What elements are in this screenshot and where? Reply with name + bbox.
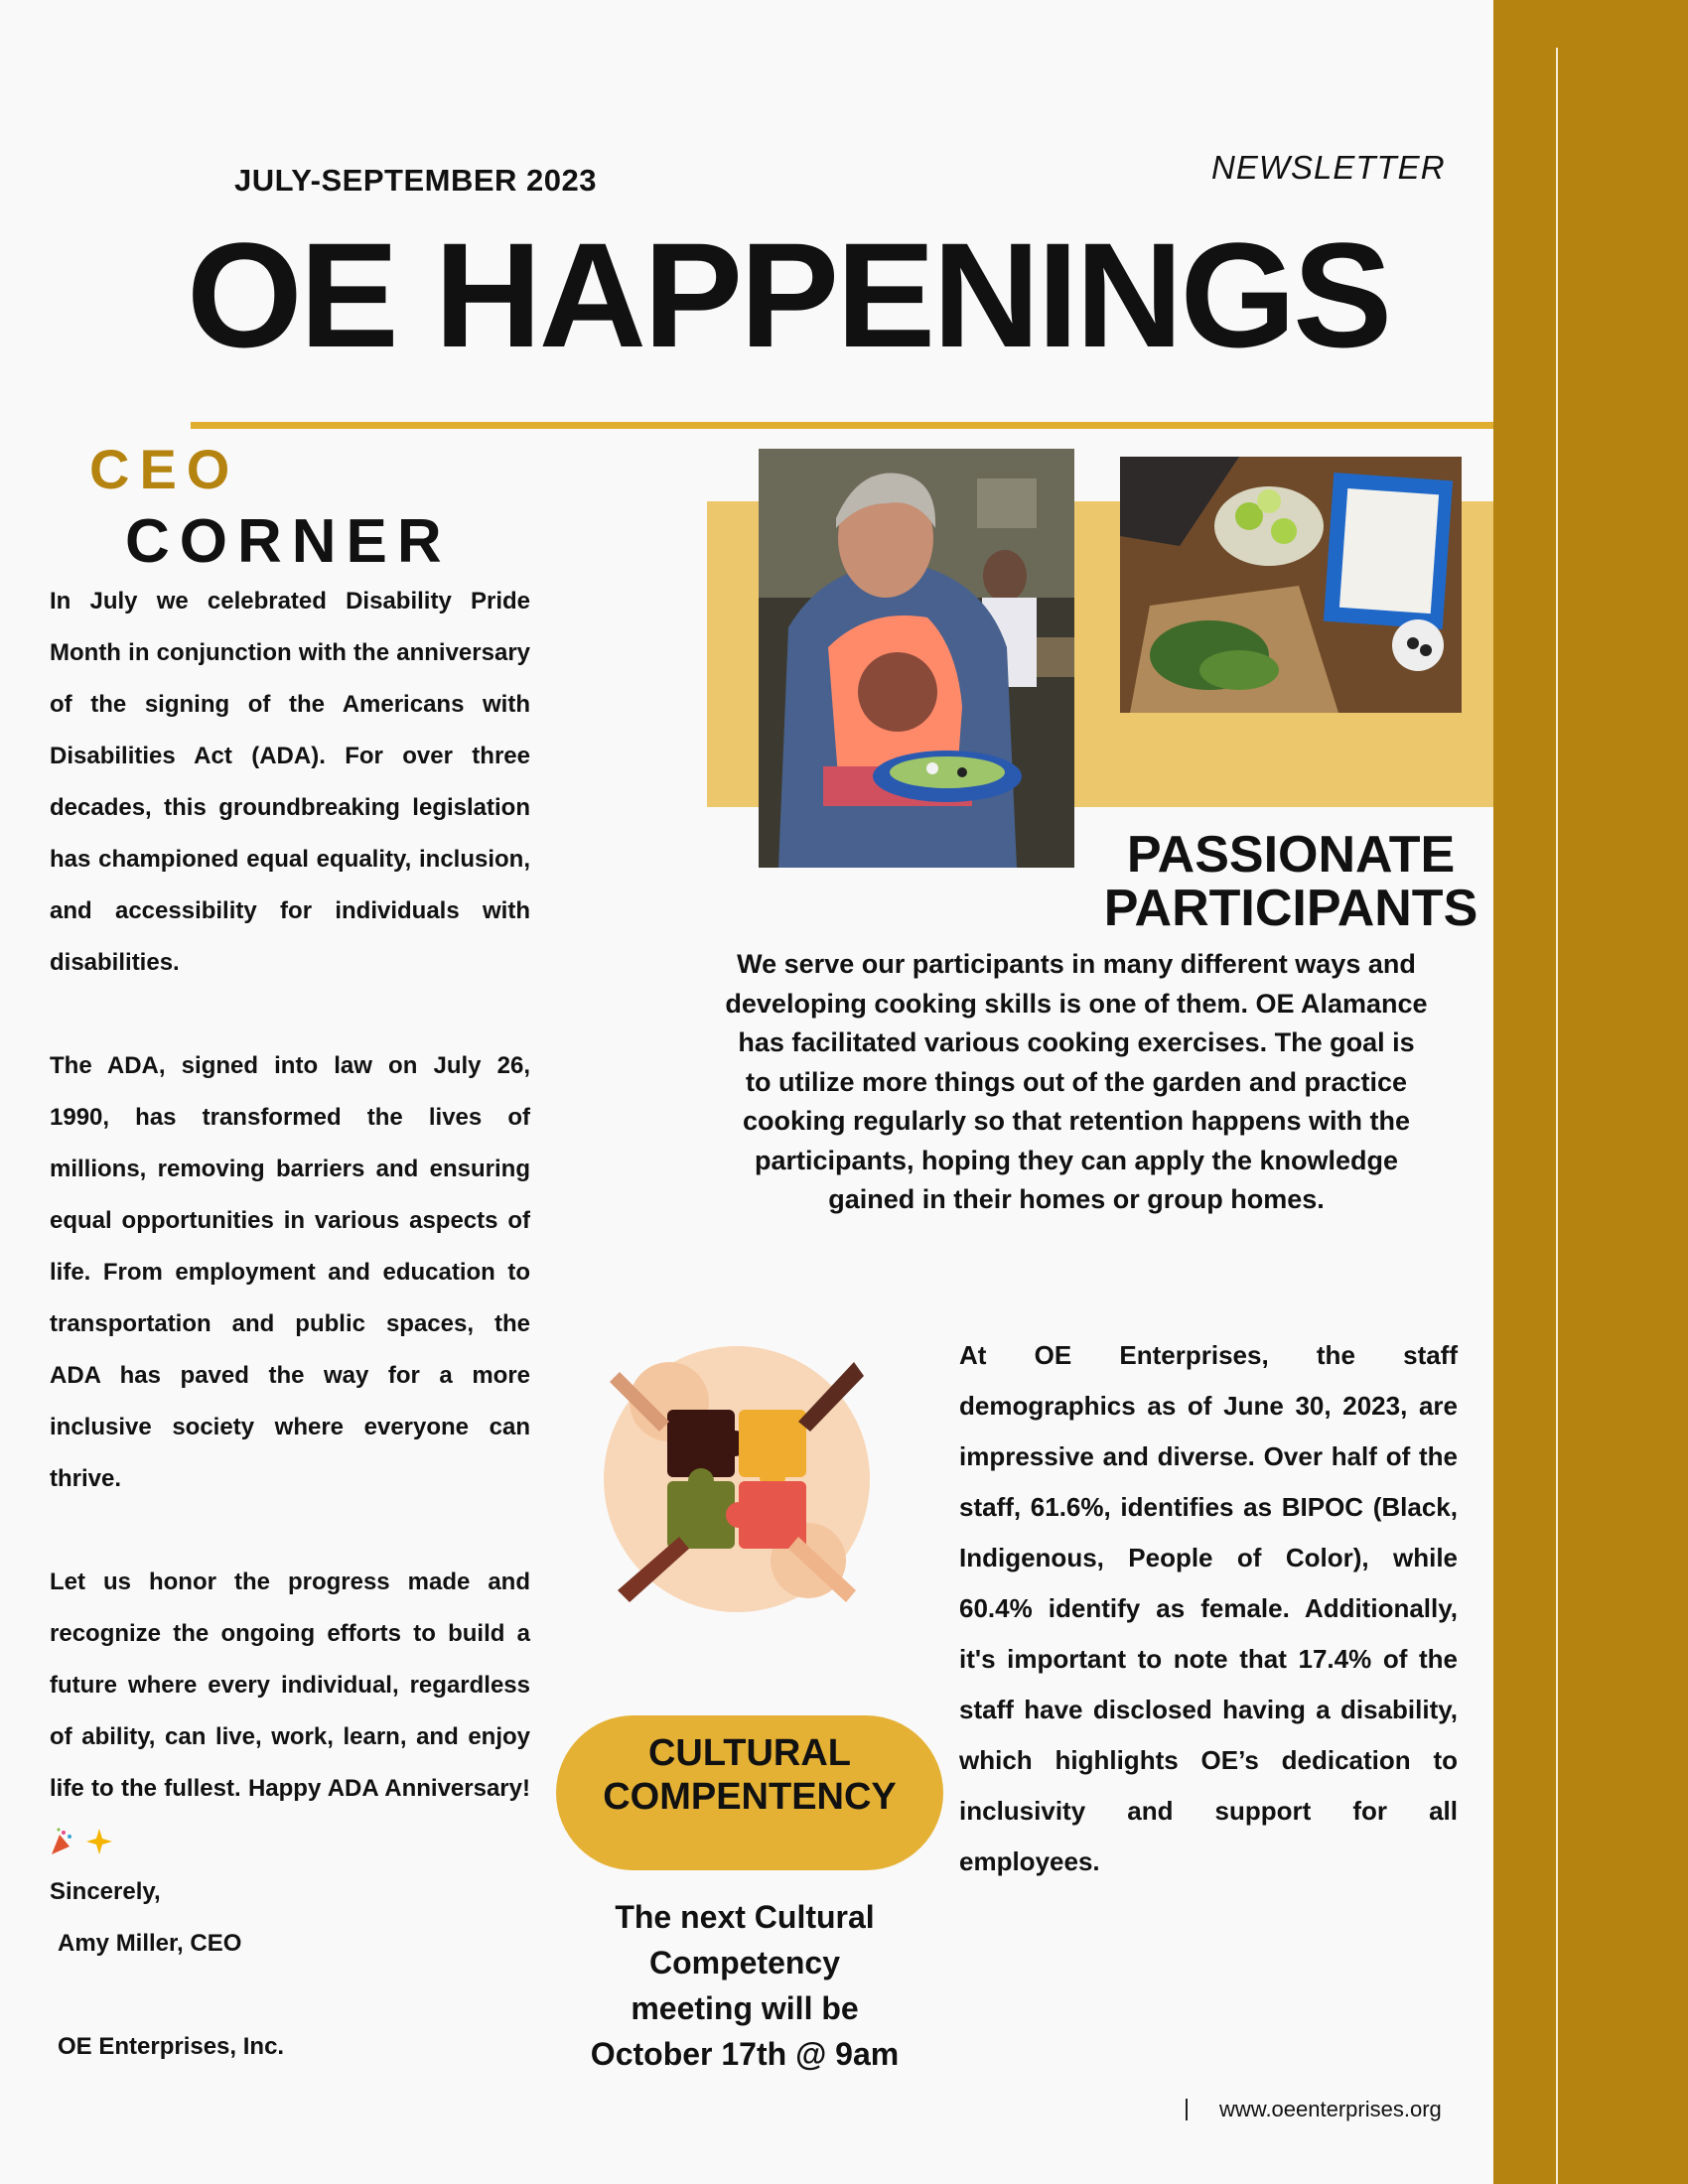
title-divider	[191, 422, 1493, 429]
ceo-closing: Happy ADA Anniversary!	[247, 1775, 530, 1802]
right-sidebar-bar	[1493, 0, 1688, 2184]
issue-date: JULY-SEPTEMBER 2023	[234, 163, 598, 198]
cultural-meeting-text: The next Cultural Competency meeting will be October 17th @ 9am	[590, 1899, 900, 2072]
participants-heading-line1: PASSIONATE	[1126, 826, 1456, 884]
participants-heading-line2: PARTICIPANTS	[1103, 880, 1478, 937]
cooking-photo	[1120, 457, 1462, 713]
cultural-heading-line2: COMPENTENCY	[603, 1776, 897, 1818]
sidebar-accent-line	[1556, 48, 1558, 2184]
ceo-heading-line2: CORNER	[125, 507, 452, 576]
participants-text: We serve our participants in many different ways and developing cooking skills is one of them. OE Alamance has facilitated various cooking exercises. The goal is to utilize more things out of the garden and practice cooking regularly so that retention happens with the participants, hoping they can apply the knowledge gained in their homes or group homes.	[725, 949, 1428, 1214]
ceo-sign-off: Sincerely,	[50, 1878, 161, 1905]
ceo-signer-name: Amy Miller, CEO	[58, 1930, 242, 1957]
ceo-heading-line1: CEO	[89, 438, 240, 500]
ceo-signer-org: OE Enterprises, Inc.	[58, 2033, 285, 2060]
ceo-corner-article	[50, 576, 530, 2124]
footer-website-link[interactable]: www.oeenterprises.org	[1219, 2097, 1442, 2121]
page-title: OE HAPPENINGS	[187, 211, 1390, 378]
newsletter-label: NEWSLETTER	[1211, 149, 1446, 186]
ceo-paragraph-3-text: Let us honor the progress made and recognize the ongoing efforts to build a future where every individual, regardless of ability, can live, work, learn, and enjoy life to the fullest.	[50, 1569, 530, 1802]
footer-divider	[1186, 2099, 1188, 2120]
ceo-paragraph-3	[50, 1557, 530, 1866]
ceo-paragraph-2: The ADA, signed into law on July 26, 1990, has transformed the lives of millions, removing barriers and ensuring equal opportunities in various aspects of life. From employment and education to transportation and public spaces, the ADA has paved the way for a more inclusive society where everyone can thrive.	[50, 1052, 530, 1492]
participants-heading	[1102, 828, 1479, 935]
ceo-paragraph-1: In July we celebrated Disability Pride Month in conjunction with the anniversary of the signing of the Americans with Disabilities Act (ADA). For over three decades, this groundbreaking legislation has championed equal equality, inclusion, and accessibility for individuals with disabilities.	[50, 588, 530, 976]
sparkles-icon	[85, 1831, 121, 1852]
cultural-heading-line1: CULTURAL	[647, 1732, 852, 1774]
participant-photo	[759, 449, 1074, 868]
puzzle-hands-icon	[600, 1342, 874, 1616]
cultural-heading	[556, 1731, 943, 1819]
party-popper-icon	[50, 1831, 85, 1852]
demographics-text: At OE Enterprises, the staff demographics as of June 30, 2023, are impressive and diverse. Over half of the staff, 61.6%, identifies as BIPOC (Black, Indigenous, People of Color), while 60.4% identify as female. Additionally, it's important to note that 17.4% of the staff have disclosed having a disability, which highlights OE’s dedication to inclusivity and support for all employees.	[959, 1340, 1458, 1876]
